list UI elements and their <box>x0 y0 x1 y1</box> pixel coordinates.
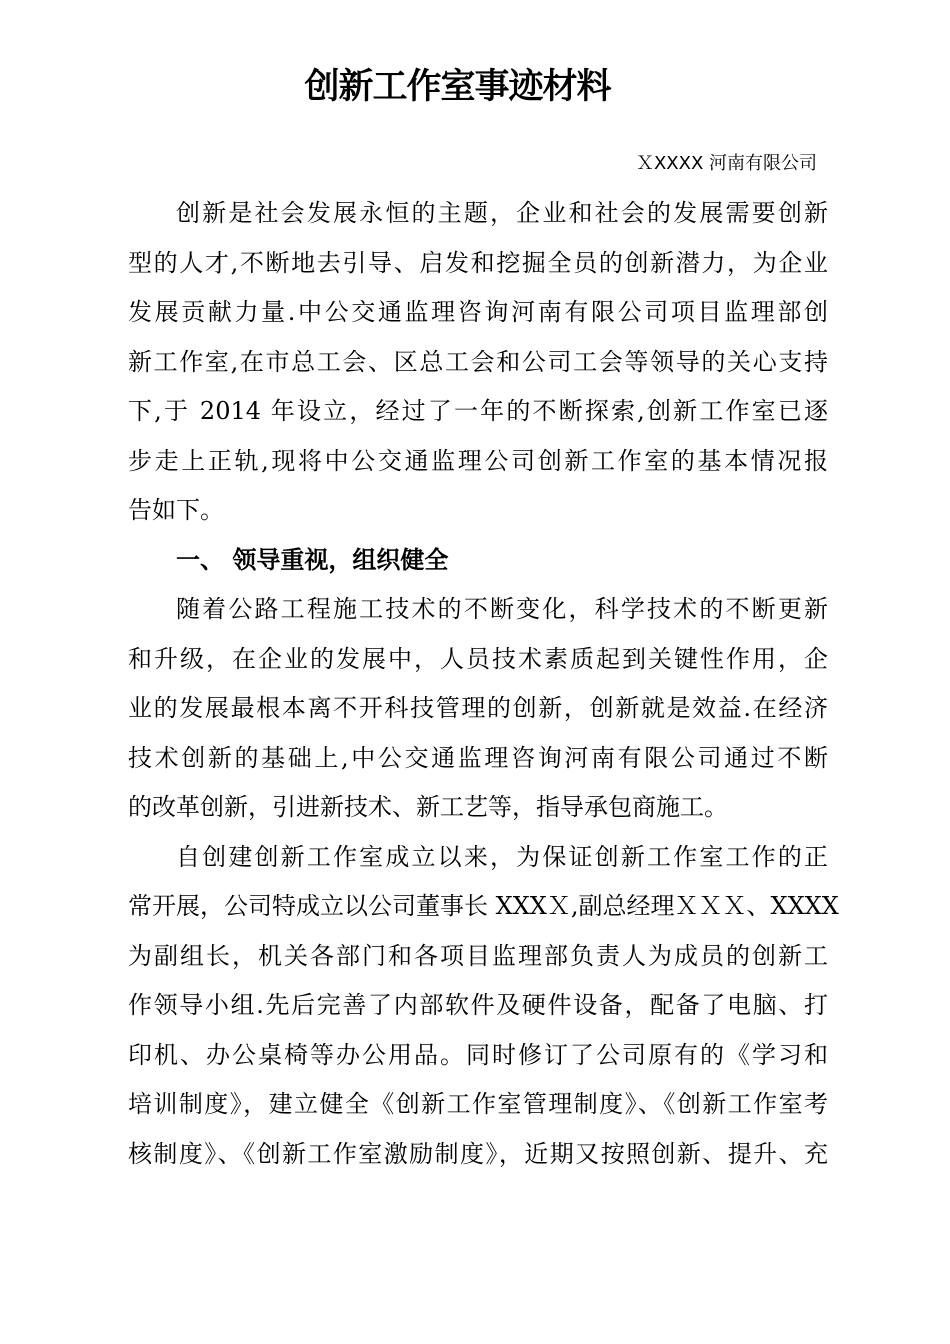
paragraph-line: 新工作室,在市总工会、区总工会和公司工会等领导的关心支持 <box>128 347 828 376</box>
paragraph-line: 作领导小组.先后完善了内部软件及硬件设备，配备了电脑、打 <box>128 991 828 1019</box>
paragraph-line: 培训制度》，建立健全《创新工作室管理制度》、《创新工作室考 <box>128 1090 828 1118</box>
paragraph-line: 创新是社会发展永恒的主题，企业和社会的发展需要创新 <box>176 199 828 227</box>
paragraph-line: 技术创新的基础上,中公交通监理咨询河南有限公司通过不断 <box>128 743 828 772</box>
paragraph-line: 核制度》、《创新工作室激励制度》，近期又按照创新、提升、充 <box>128 1139 828 1168</box>
paragraph-intro <box>128 189 828 536</box>
section-heading: 一、 领导重视，组织健全 <box>176 545 449 574</box>
paragraph-organization <box>128 833 839 1180</box>
paragraph-line: 印机、办公桌椅等办公用品。同时修订了公司原有的《学习和 <box>128 1040 828 1069</box>
document-title: 创新工作室事迹材料 <box>304 67 611 107</box>
paragraph-technology <box>128 585 828 833</box>
paragraph-line: 型的人才,不断地去引导、启发和挖掘全员的创新潜力，为企业 <box>128 248 828 277</box>
organization-name: ＸXXXX 河南有限公司 <box>635 153 817 174</box>
paragraph-line: 和升级，在企业的发展中，人员技术素质起到关键性作用，企 <box>128 644 828 673</box>
paragraph-line: 的改革创新，引进新技术、新工艺等，指导承包商施工。 <box>128 793 728 821</box>
paragraph-line: 常开展，公司特成立以公司董事长 XXXＸ,副总经理ＸＸＸ、XXXX <box>128 892 839 920</box>
paragraph-line: 发展贡献力量.中公交通监理咨询河南有限公司项目监理部创 <box>128 298 828 326</box>
paragraph-line: 随着公路工程施工技术的不断变化，科学技术的不断更新 <box>176 595 828 623</box>
document-body <box>128 189 839 1179</box>
paragraph-line: 下,于 2014 年设立，经过了一年的不断探索,创新工作室已逐 <box>128 397 828 425</box>
paragraph-line: 为副组长，机关各部门和各项目监理部负责人为成员的创新工 <box>128 941 828 970</box>
paragraph-line: 业的发展最根本离不开科技管理的创新，创新就是效益.在经济 <box>128 694 828 722</box>
paragraph-line: 步走上正轨,现将中公交通监理公司创新工作室的基本情况报 <box>128 446 828 475</box>
paragraph-line: 告如下。 <box>128 496 224 524</box>
paragraph-line: 自创建创新工作室成立以来，为保证创新工作室工作的正 <box>176 842 828 871</box>
